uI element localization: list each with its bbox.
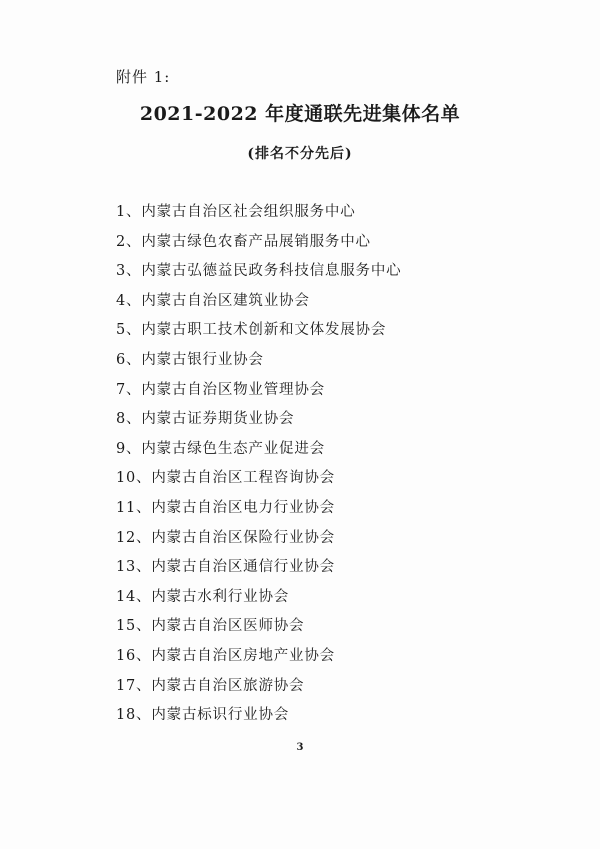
list-item: 13、内蒙古自治区通信行业协会 [116,559,335,576]
attachment-label: 附件 1: [116,68,171,86]
list-item: 9、内蒙古绿色生态产业促进会 [116,440,325,457]
list-item: 16、内蒙古自治区房地产业协会 [116,647,335,664]
collective-list [116,200,401,733]
list-item: 1、内蒙古自治区社会组织服务中心 [116,204,356,220]
list-item: 17、内蒙古自治区旅游协会 [116,677,305,694]
list-item: 4、内蒙古自治区建筑业协会 [116,292,310,309]
list-item: 6、内蒙古银行业协会 [116,351,264,368]
list-item: 14、内蒙古水利行业协会 [116,588,290,605]
document-title: 2021-2022 年度通联先进集体名单 [139,103,461,125]
list-item: 15、内蒙古自治区医师协会 [116,618,305,635]
list-item: 2、内蒙古绿色农畜产品展销服务中心 [116,233,371,250]
list-item: 7、内蒙古自治区物业管理协会 [116,381,325,398]
list-item: 11、内蒙古自治区电力行业协会 [116,499,335,516]
document-subtitle: (排名不分先后) [247,146,353,162]
list-item: 8、内蒙古证券期货业协会 [116,411,295,428]
list-item: 12、内蒙古自治区保险行业协会 [116,529,335,546]
page-number: 3 [296,742,304,753]
list-item: 5、内蒙古职工技术创新和文体发展协会 [116,322,387,339]
list-item: 3、内蒙古弘德益民政务科技信息服务中心 [116,263,402,280]
list-item: 18、内蒙古标识行业协会 [116,707,290,724]
list-item: 10、内蒙古自治区工程咨询协会 [116,470,335,487]
